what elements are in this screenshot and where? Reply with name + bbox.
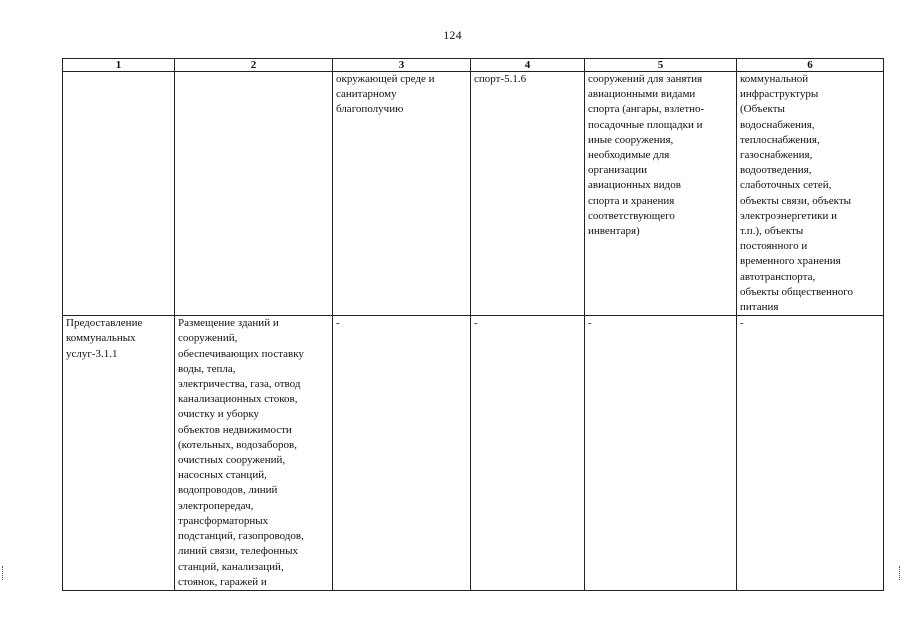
table-cell	[333, 316, 471, 591]
cell-text-line: коммунальной	[740, 73, 809, 85]
cell-text-line: (котельных, водозаборов,	[178, 438, 297, 451]
cell-text-line: (Объекты	[740, 103, 785, 116]
cell-text-line: электроэнергетики и	[740, 209, 837, 222]
table-cell	[63, 72, 175, 316]
cell-text-line: спорта (ангары, взлетно-	[588, 103, 705, 116]
cell-text-line: воды, тепла,	[178, 362, 236, 375]
cell-text-line: питания	[740, 301, 779, 314]
cell-text-line: слаботочных сетей,	[740, 179, 832, 192]
cell-dash: -	[740, 317, 744, 330]
cell-text-line: сооружений,	[178, 332, 238, 345]
column-header-6: 6	[737, 59, 884, 72]
table-cell	[333, 72, 471, 316]
cell-text-line: соответствующего	[588, 209, 675, 222]
cell-text-line: очистку и уборку	[178, 408, 260, 421]
cell-text-line: канализационных стоков,	[178, 393, 298, 406]
cell-text-line: иные сооружения,	[588, 133, 674, 146]
cell-text-line: услуг-3.1.1	[66, 347, 118, 360]
cell-text-line: электричества, газа, отвод	[178, 378, 301, 391]
cell-dash: -	[588, 317, 592, 330]
cell-dash: -	[336, 317, 340, 330]
cell-text-line: необходимые для	[588, 149, 670, 162]
table-row	[63, 316, 884, 591]
table-cell	[175, 316, 333, 591]
cell-text-line: т.п.), объекты	[740, 225, 804, 238]
cell-text-line: электропередач,	[178, 499, 254, 512]
table-cell	[471, 316, 585, 591]
cell-text-line: насосных станций,	[178, 469, 267, 482]
cell-text-line: газоснабжения,	[740, 149, 813, 162]
cell-text-line: объекты общественного	[740, 285, 853, 298]
table-cell	[471, 72, 585, 316]
cell-text-line: водоснабжения,	[740, 118, 815, 131]
table-cell	[737, 316, 884, 591]
cell-text-line: теплоснабжения,	[740, 133, 820, 146]
table-cell	[737, 72, 884, 316]
cell-text-line: водопроводов, линий	[178, 484, 278, 497]
page-number: 124	[443, 28, 462, 42]
cell-text-line: инфраструктуры	[740, 88, 819, 101]
column-header-1: 1	[63, 59, 175, 72]
table-cell	[585, 72, 737, 316]
cell-text-line: авиационных видов	[588, 179, 681, 192]
column-header-3: 3	[333, 59, 471, 72]
scan-edge-mark	[899, 566, 903, 580]
table-cell	[585, 316, 737, 591]
cell-text-line: посадочные площадки и	[588, 118, 703, 131]
cell-text-line: автотранспорта,	[740, 270, 816, 283]
cell-text-line: коммунальных	[66, 332, 136, 345]
cell-text-line: водоотведения,	[740, 164, 812, 177]
cell-text-line: станций, канализаций,	[178, 560, 284, 573]
column-header-5: 5	[585, 59, 737, 72]
table-row	[63, 72, 884, 316]
cell-text-line: подстанций, газопроводов,	[178, 530, 304, 543]
cell-text-line: временного хранения	[740, 255, 841, 268]
cell-dash: -	[474, 317, 478, 330]
scan-edge-mark	[2, 566, 6, 580]
table-cell	[175, 72, 333, 316]
cell-text-line: инвентаря)	[588, 225, 640, 238]
cell-text-line: обеспечивающих поставку	[178, 347, 304, 360]
cell-text-line: очистных сооружений,	[178, 454, 286, 467]
cell-text-line: Размещение зданий и	[178, 317, 279, 330]
cell-text-line: спорта и хранения	[588, 194, 675, 207]
cell-text-line: трансформаторных	[178, 514, 269, 527]
cell-text-line: спорт-5.1.6	[474, 73, 527, 85]
land-use-table	[62, 58, 884, 591]
column-header-4: 4	[471, 59, 585, 72]
cell-text-line: благополучию	[336, 103, 404, 116]
cell-text-line: окружающей среде и	[336, 73, 435, 85]
table-header-row	[63, 59, 884, 72]
cell-text-line: объекты связи, объекты	[740, 194, 852, 207]
cell-text-line: линий связи, телефонных	[178, 545, 298, 558]
cell-text-line: авиационными видами	[588, 88, 696, 101]
cell-text-line: организации	[588, 164, 648, 177]
cell-text-line: Предоставление	[66, 317, 143, 330]
column-header-2: 2	[175, 59, 333, 72]
cell-text-line: постоянного и	[740, 240, 808, 253]
cell-text-line: сооружений для занятия	[588, 73, 703, 85]
table-cell	[63, 316, 175, 591]
cell-text-line: стоянок, гаражей и	[178, 575, 267, 588]
cell-text-line: санитарному	[336, 88, 397, 101]
cell-text-line: объектов недвижимости	[178, 423, 292, 436]
